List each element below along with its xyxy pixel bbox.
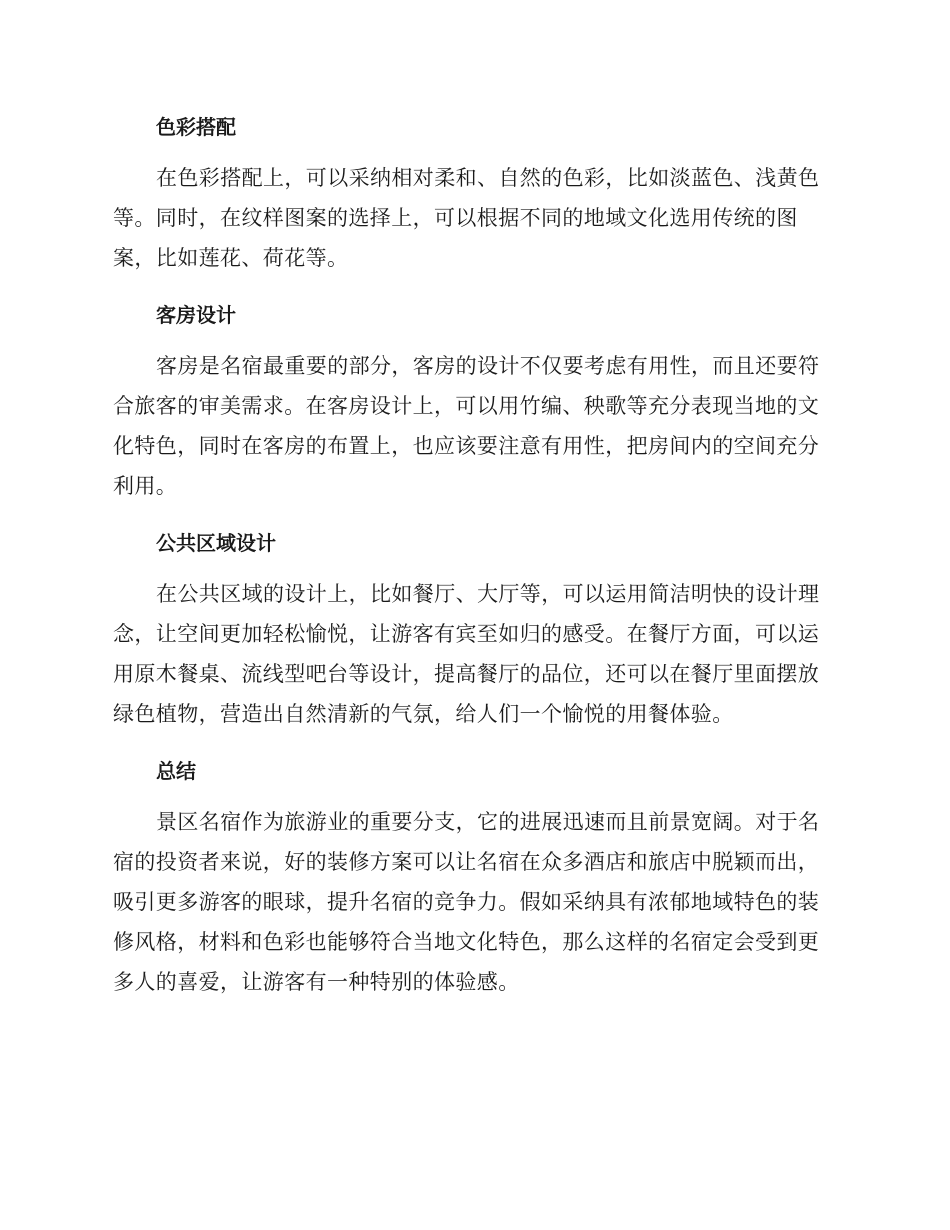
section-summary [113, 752, 833, 1002]
section-paragraph: 景区名宿作为旅游业的重要分支，它的进展迅速而且前景宽阔。对于名宿的投资者来说，好的装修方案可以让名宿在众多酒店和旅店中脱颖而出，吸引更多游客的眼球，提升名宿的竞争力。假如采纳具有浓郁地域特色的装修风格，材料和色彩也能够符合当地文化特色，那么这样的名宿定会受到更多人的喜爱，让游客有一种特别的体验感。 [113, 810, 820, 994]
document-body [113, 108, 833, 1020]
section-paragraph: 客房是名宿最重要的部分，客房的设计不仅要考虑有用性，而且还要符合旅客的审美需求。在客房设计上，可以用竹编、秧歌等充分表现当地的文化特色，同时在客房的布置上，也应该要注意有用性，把房间内的空间充分利用。 [113, 354, 820, 498]
section-heading: 总结 [156, 759, 196, 783]
section-color-scheme [113, 108, 833, 278]
section-paragraph: 在公共区域的设计上，比如餐厅、大厅等，可以运用简洁明快的设计理念，让空间更加轻松愉悦，让游客有宾至如归的感受。在餐厅方面，可以运用原木餐桌、流线型吧台等设计，提高餐厅的品位，还可以在餐厅里面摆放绿色植物，营造出自然清新的气氛，给人们一个愉悦的用餐体验。 [113, 582, 820, 726]
section-heading: 色彩搭配 [156, 115, 236, 139]
section-guest-room-design [113, 296, 833, 506]
section-heading: 公共区域设计 [156, 531, 276, 555]
section-paragraph: 在色彩搭配上，可以采纳相对柔和、自然的色彩，比如淡蓝色、浅黄色等。同时，在纹样图案的选择上，可以根据不同的地域文化选用传统的图案，比如莲花、荷花等。 [113, 166, 820, 270]
section-public-area-design [113, 524, 833, 734]
section-heading: 客房设计 [156, 303, 236, 327]
